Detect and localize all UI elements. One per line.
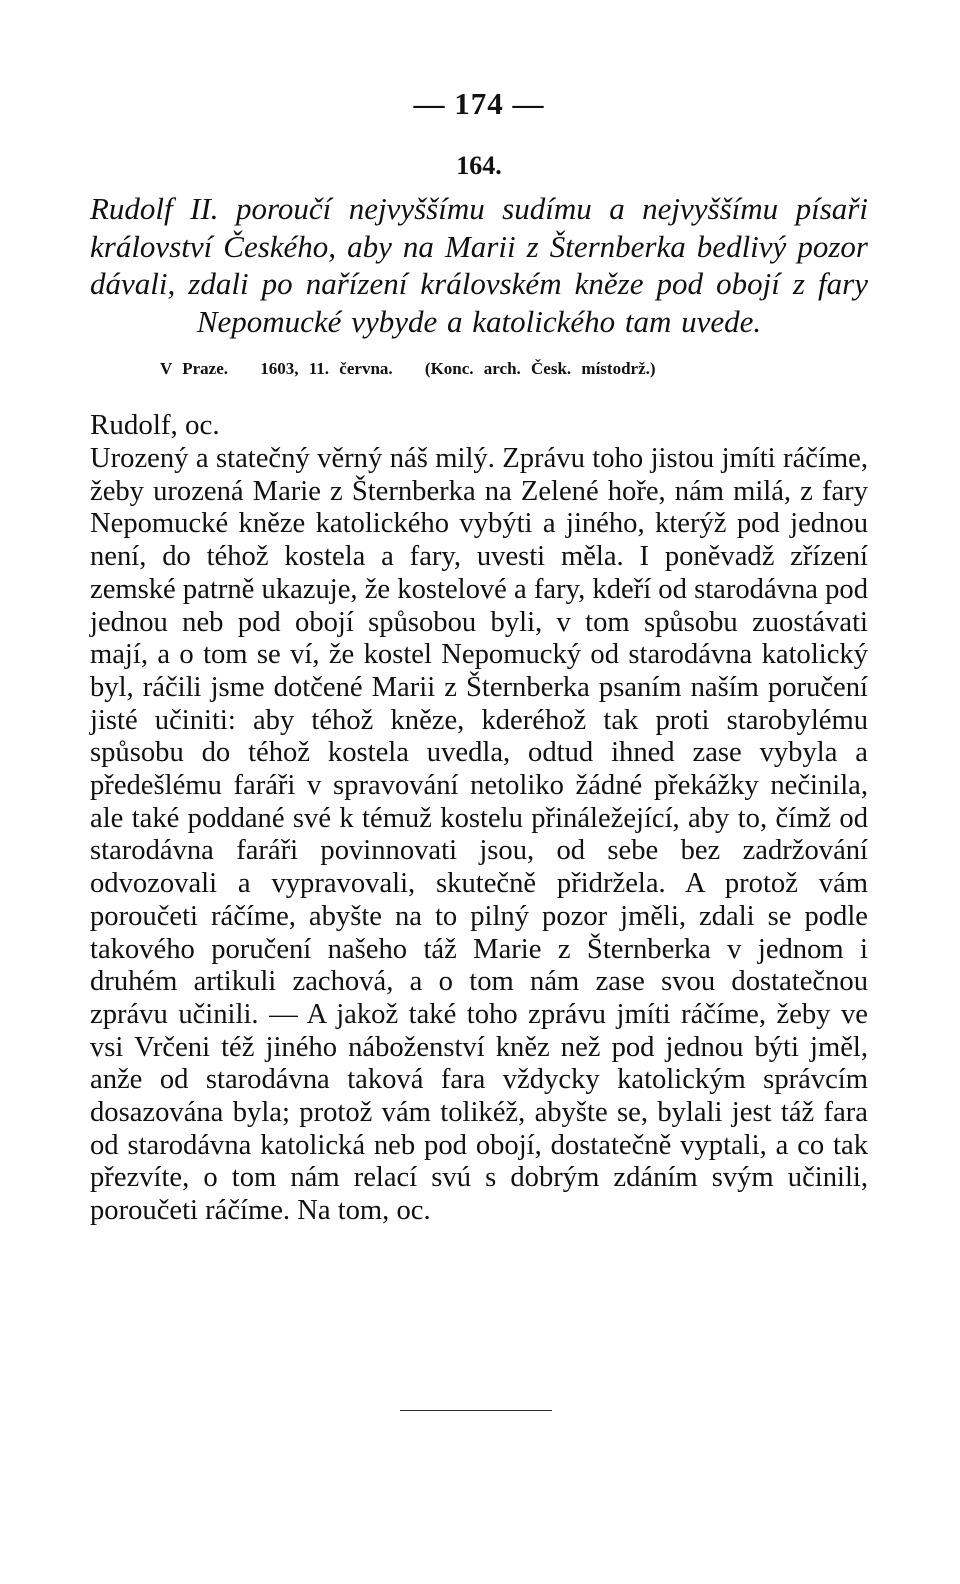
dateline-source: (Konc. arch. Česk. místodrž.) — [424, 359, 656, 378]
page-number: — 174 — — [413, 86, 545, 121]
document-page — [90, 82, 868, 1228]
dateline — [160, 354, 868, 384]
document-summary: Rudolf II. poroučí nejvyššímu sudímu a nejvyššímu písaři království Českého, aby na Marii z Šternberka bedlivý pozor dávali, zdali po nařízení královském kněze pod obojí z fary Nepomucké vybyde a katolického tam uvede. — [90, 191, 868, 339]
body-text: Urozený a statečný věrný náš milý. Zprávu toho jistou jmíti ráčíme, žeby urozená Marie z Šternberka na Zelené hoře, nám milá, z fary Nepomucké kněze katolického vybýti a jiného, kterýž pod jednou není, do téhož kostela a fary, uvesti měla. I poněvadž zřízení zemské patrně ukazuje, že kostelové a fary, kdeří od starodávna pod jednou neb pod obojí spůsobou byli, v tom spůsobu zuostávati mají, a o tom se ví, že kostel Nepomucký od starodávna katolický byl, ráčili jsme dotčené Marii z Šternberka psaním naším poručení jisté učiniti: aby téhož kněze, kderéhož tak proti starobylému spůsobu do téhož kostela uvedla, odtud ihned zase vybyla a předešlému faráři v spravování netoliko žádné překážky nečinila, ale také poddané své k témuž kostelu přináležející, aby to, čímž od starodávna faráři povinnovati jsou, od sebe bez zadržování odvozovali a vypravovali, skutečně přidržela. A protož vám poroučeti ráčíme, abyšte na to pilný pozor jměli, zdali se podle takového poručení našeho táž Marie z Šternberka v jednom i druhém artikuli zachová, a o tom nám zase svou dostatečnou zprávu učinili. — A jakož také toho zprávu jmíti ráčíme, žeby ve vsi Vrčeni též jiného náboženství kněz než pod jednou býti jměl, anže od starodávna taková fara vždycky katolickým správcím dosazována byla; protož vám tolikéž, abyšte se, bylali jest táž fara od starodávna katolická neb pod obojí, dostatečně vyptali, a co tak přezvíte, o tom nám relací svú s dobrým zdáním svým učinili, poroučeti ráčíme. Na tom, oc. — [90, 443, 868, 1227]
dateline-place: V Praze. — [160, 359, 228, 378]
dateline-date: 1603, 11. června. — [260, 359, 393, 378]
closing-rule — [400, 1410, 552, 1411]
document-number: 164. — [456, 151, 502, 180]
salutation: Rudolf, oc. — [90, 409, 220, 441]
